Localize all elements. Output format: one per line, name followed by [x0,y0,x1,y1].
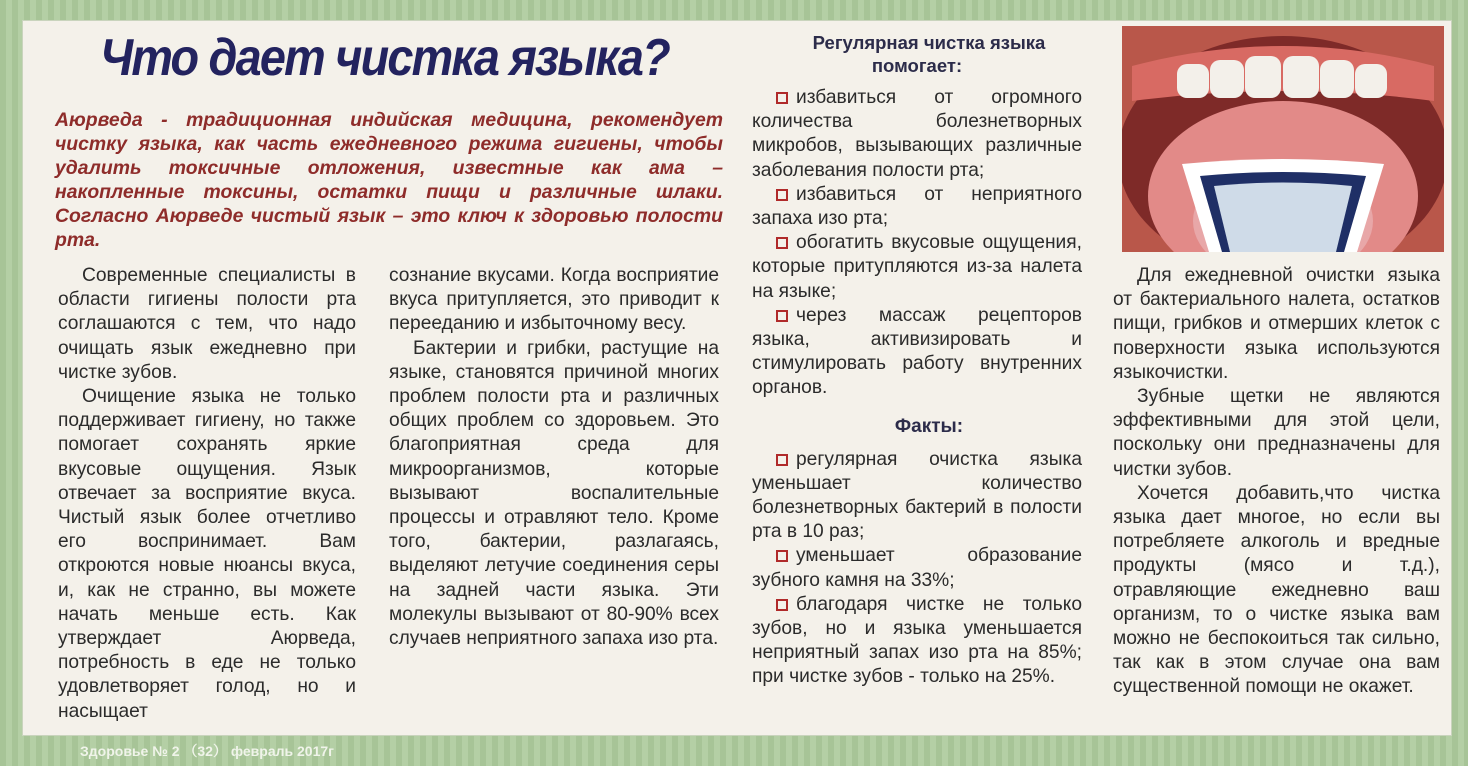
facts-heading: Факты: [894,415,964,437]
list-item: уменьшает образование зубного камня на 33%; [752,545,1082,591]
checkbox-icon [776,237,788,249]
column-4 [1113,264,1440,700]
list-item: благодаря чистке не только зубов, но и языка уменьшается неприятный запах изо рта на 85%; при чистке зубов - только на 25%. [752,593,1082,688]
checkbox-icon [776,189,788,201]
tongue-scraper-photo [1122,26,1444,252]
paragraph: сознание вкусами. Когда восприятие вкуса притупляется, это приводит к перееданию и избыточному весу. [389,265,719,335]
paragraph: Хочется добавить,что чистка языка дает многое, но если вы потребляете алкоголь и вредные продукты (мясо и т.д.), отравляющие ежедневно ваш организм, то о чистке языка вам можно не беспокоиться так сильно, так как в этом случае она вам существенной помощи не окажет. [1113,482,1440,698]
checkbox-icon [776,454,788,466]
list-item: регулярная очистка языка уменьшает количество болезнетворных бактерий в полости рта в 10 раз; [752,448,1082,543]
article-lead: Аюрведа - традиционная индийская медицина, рекомендует чистку языка, как часть ежедневного режима гигиены, чтобы удалить токсичные отложения, известные как ама – накопленные токсины, остатки пищи и различные шлаки. Согласно Аюрведе чистый язык – это ключ к здоровью полости рта. [55,109,723,251]
helps-heading: Регулярная чистка языка помогает: [812,32,1046,76]
checkbox-icon [776,599,788,611]
footer-issue: Здоровье № 2 （32） февраль 2017г [80,743,334,759]
list-item: через массаж рецепторов языка, активизировать и стимулировать работу внутренних органов. [752,304,1082,399]
list-item: избавиться от огромного количества болезнетворных микробов, вызывающих различные заболевания полости рта; [752,87,1082,181]
checkbox-icon [776,310,788,322]
paragraph: Для ежедневной очистки языка от бактериального налета, остатков пищи, грибков и отмерших клеток с поверхности языка используются языкочистки. [1113,265,1440,383]
paragraph: Очищение языка не только поддерживает гигиену, но также помогает сохранять яркие вкусовые ощущения. Язык отвечает за восприятие вкуса. Чистый язык более отчетливо его воспринимает. Вам откроются новые нюансы вкуса, и, как не странно, вы можете начать меньше есть. Как утверждает Аюрведа, потребность в еде не только удовлетворяет голод, но и насыщает [58,386,356,722]
column-1 [58,264,356,724]
paragraph: Зубные щетки не являются эффективными для этой цели, поскольку они предназначены для чистки зубов. [1113,386,1440,480]
list-item: обогатить вкусовые ощущения, которые притупляются из-за налета на языке; [752,232,1082,302]
column-3 [752,32,1082,690]
article-title: Что дает чистка языка? [100,29,669,87]
list-item: избавиться от неприятного запаха изо рта; [752,183,1082,230]
checkbox-icon [776,92,788,104]
paragraph: Современные специалисты в области гигиены полости рта соглашаются с тем, что надо очищать язык ежедневно при чистке зубов. [58,265,356,383]
checkbox-icon [776,550,788,562]
paragraph: Бактерии и грибки, растущие на языке, становятся причиной многих проблем полости рта и различных общих проблем со здоровьем. Это благоприятная среда для микроорганизмов, которые вызывают воспалительные процессы и отравляют тело. Кроме того, бактерии, разлагаясь, выделяют летучие соединения серы на задней части языка. Эти молекулы вызывают от 80-90% всех случаев неприятного запаха изо рта. [389,337,719,650]
column-2 [389,264,719,651]
